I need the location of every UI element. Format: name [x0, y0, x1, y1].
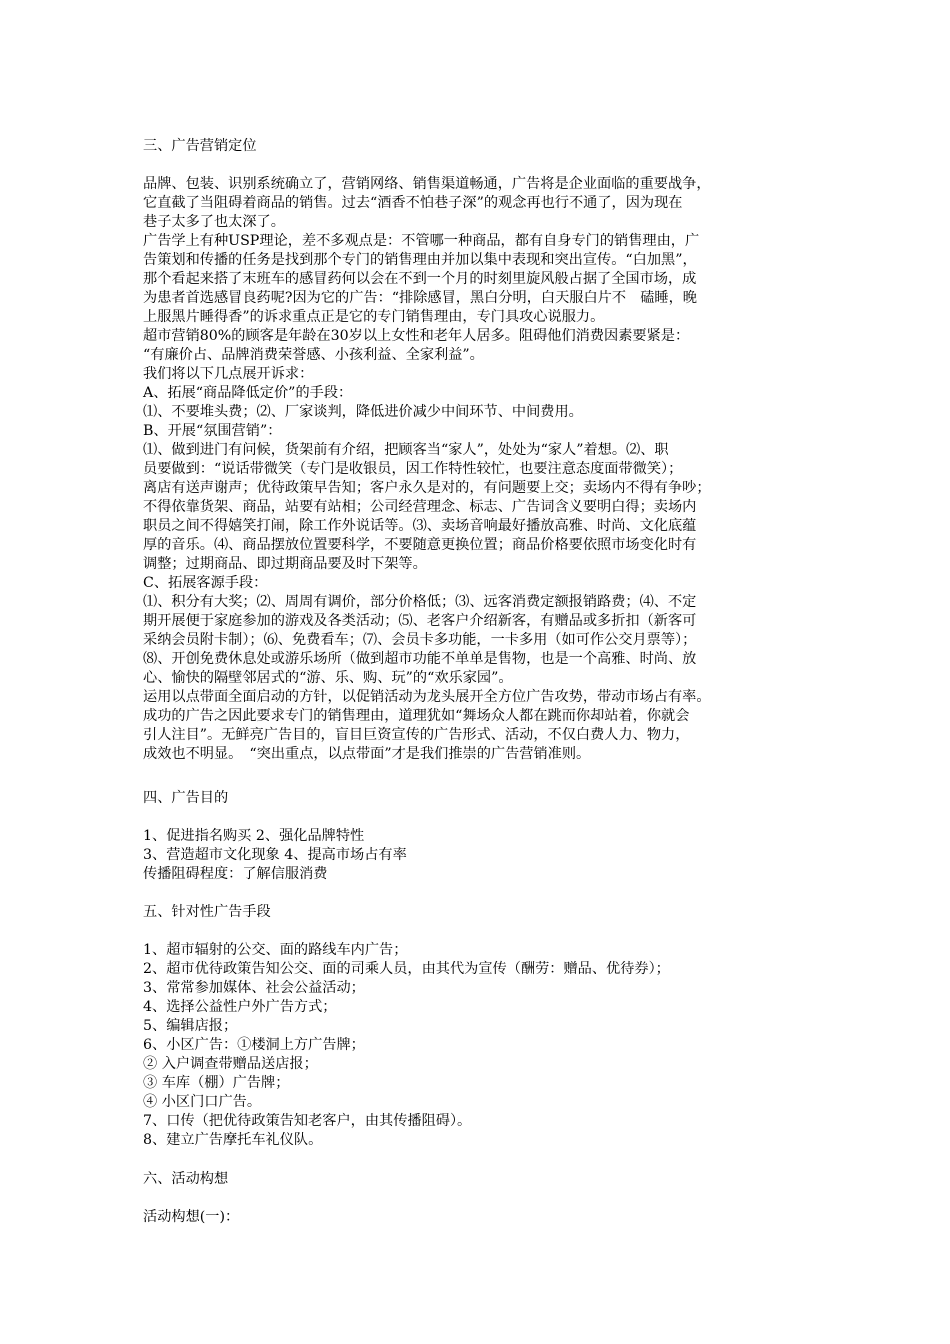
- paragraph-line: 运用以点带面全面启动的方针，以促销活动为龙头展开全方位广告攻势，带动市场占有率。: [143, 689, 711, 705]
- paragraph-line: 上服黑片睡得香”的诉求重点正是它的专门销售理由，专门具攻心说服力。: [143, 309, 605, 325]
- paragraph-line: 我们将以下几点展开诉求：: [143, 366, 314, 382]
- paragraph-line: 职员之间不得嬉笑打闹，除工作外说话等。⑶、卖场音响最好播放高雅、时尚、文化底蕴: [143, 518, 697, 534]
- section-heading-ad-goals: 四、广告目的: [143, 790, 229, 806]
- subsection-heading-activity-one: 活动构想(一)：: [143, 1209, 240, 1225]
- paragraph-line: 心、愉快的隔壁邻居式的“游、乐、购、玩”的“欢乐家园”。: [143, 670, 513, 686]
- paragraph-line: 告策划和传播的任务是找到那个专门的销售理由并加以集中表现和突出宣传。“白加黑”，: [143, 252, 697, 268]
- paragraph-line: 引人注目”。无鲜亮广告目的，盲目巨资宣传的广告形式、活动，不仅白费人力、物力，: [143, 727, 690, 743]
- list-item: 1、促进指名购买 2、强化品牌特性: [143, 828, 365, 844]
- paragraph-line: 采纳会员附卡制）；⑹、免费看车；⑺、会员卡多功能，一卡多用（如可作公交月票等）；: [143, 632, 697, 648]
- paragraph-line: 不得依靠货架、商品，站要有站相；公司经营理念、标志、广告词含义要明白得；卖场内: [143, 499, 697, 515]
- paragraph-line: 品牌、包装、识别系统确立了，营销网络、销售渠道畅通，广告将是企业面临的重要战争，: [143, 176, 711, 192]
- paragraph-line: 期开展便于家庭参加的游戏及各类活动；⑸、老客户介绍新客，有赠品或多折扣（新客可: [143, 613, 697, 629]
- paragraph-line: 员要做到：“说话带微笑（专门是收银员，因工作特性较忙，也要注意态度面带微笑）；: [143, 461, 683, 477]
- list-item: ③ 车库（棚）广告牌；: [143, 1075, 290, 1091]
- paragraph-line: 为患者首选感冒良药呢?因为它的广告：“排除感冒，黑白分明，白天服白片不 磕睡，晚: [143, 290, 697, 306]
- section-heading-activity-ideas: 六、活动构想: [143, 1171, 229, 1187]
- paragraph-line: 成效也不明显。 “突出重点，以点带面”才是我们推崇的广告营销准则。: [143, 746, 591, 762]
- paragraph-line: 传播阻碍程度：了解信服消费: [143, 866, 328, 882]
- list-item: 4、选择公益性户外广告方式；: [143, 999, 337, 1015]
- paragraph-line: ⑴、不要堆头费；⑵、厂家谈判，降低进价减少中间环节、中间费用。: [143, 404, 583, 420]
- list-item: 8、建立广告摩托车礼仪队。: [143, 1132, 323, 1148]
- list-item: 7、口传（把优待政策告知老客户，由其传播阻碍）。: [143, 1113, 472, 1129]
- list-item: ④ 小区门口广告。: [143, 1094, 262, 1110]
- paragraph-line: “有廉价占、品牌消费荣誉感、小孩利益、全家利益”。: [143, 347, 484, 363]
- list-item: 1、超市辐射的公交、面的路线车内广告；: [143, 942, 408, 958]
- list-heading-c: C、拓展客源手段：: [143, 575, 268, 591]
- list-item: 2、超市优待政策告知公交、面的司乘人员，由其代为宣传（酬劳：赠品、优待券）；: [143, 961, 670, 977]
- paragraph-line: 巷子太多了也太深了。: [143, 214, 285, 230]
- list-item: ② 入户调查带赠品送店报；: [143, 1056, 318, 1072]
- list-heading-b: B、开展“氛围营销”：: [143, 423, 282, 439]
- paragraph-line: 调整；过期商品、即过期商品要及时下架等。: [143, 556, 427, 572]
- section-heading-ad-positioning: 三、广告营销定位: [143, 138, 257, 154]
- paragraph-line: 厚的音乐。⑷、商品摆放位置要科学，不要随意更换位置；商品价格要依照市场变化时有: [143, 537, 697, 553]
- list-item: 6、小区广告：①楼洞上方广告牌；: [143, 1037, 365, 1053]
- paragraph-line: 超市营销80%的顾客是年龄在30岁以上女性和老年人居多。阻碍他们消费因素要紧是：: [143, 328, 690, 344]
- paragraph-line: ⑻、开创免费休息处或游乐场所（做到超市功能不单单是售物，也是一个高雅、时尚、放: [143, 651, 697, 667]
- paragraph-line: 它直截了当阻碍着商品的销售。过去“酒香不怕巷子深”的观念再也行不通了，因为现在: [143, 195, 683, 211]
- list-item: 3、常常参加媒体、社会公益活动；: [143, 980, 365, 996]
- list-item: 5、编辑店报；: [143, 1018, 238, 1034]
- paragraph-line: ⑴、做到进门有问候，货架前有介绍，把顾客当“家人”，处处为“家人”着想。⑵、职: [143, 442, 669, 458]
- paragraph-line: ⑴、积分有大奖；⑵、周周有调价，部分价格低；⑶、远客消费定额报销路费；⑷、不定: [143, 594, 697, 610]
- list-item: 3、营造超市文化现象 4、提高市场占有率: [143, 847, 407, 863]
- paragraph-line: 广告学上有种USP理论，差不多观点是：不管哪一种商品，都有自身专门的销售理由，广: [143, 233, 700, 249]
- paragraph-line: 离店有送声谢声；优待政策早告知；客户永久是对的，有问题要上交；卖场内不得有争吵；: [143, 480, 711, 496]
- paragraph-line: 成功的广告之因此要求专门的销售理由，道理犹如“舞场众人都在跳而你却站着，你就会: [143, 708, 690, 724]
- paragraph-line: 那个看起来搭了末班车的感冒药何以会在不到一个月的时刻里旋风般占据了全国市场，成: [143, 271, 697, 287]
- section-heading-ad-means: 五、针对性广告手段: [143, 904, 271, 920]
- list-heading-a: A、拓展“商品降低定价”的手段：: [143, 385, 353, 401]
